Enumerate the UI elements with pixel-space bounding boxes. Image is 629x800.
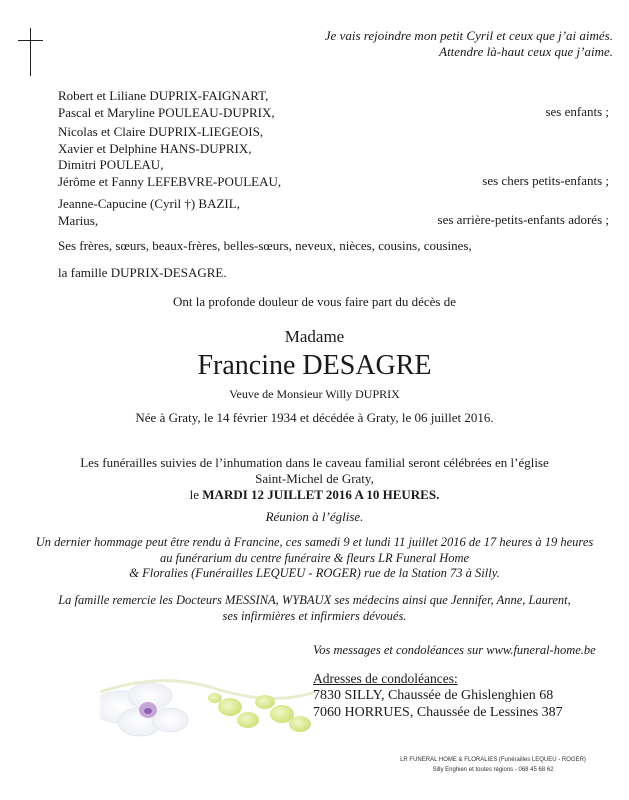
deceased-name xyxy=(0,350,629,382)
addresses xyxy=(313,670,563,721)
family-member: Xavier et Delphine HANS-DUPRIX, xyxy=(58,140,252,156)
funeral-line-1: Les funérailles suivies de l’inhumation dans le caveau familial seront célébrées en l’église xyxy=(80,455,549,470)
epigraph-line-1: Je vais rejoindre mon petit Cyril et ceux que j’ai aimés. xyxy=(324,28,613,43)
family-member: Robert et Liliane DUPRIX-FAIGNART, xyxy=(58,88,269,103)
footer xyxy=(398,757,588,773)
family-group-great-grandchildren xyxy=(58,196,240,229)
footer-line-2: Silly Enghien et toutes régions - 068 45 68 62 xyxy=(432,767,554,773)
family-member: Dimitri POULEAU, xyxy=(58,157,164,172)
addresses-header: Adresses de condoléances: xyxy=(313,671,458,686)
family-member: Pascal et Maryline POULEAU-DUPRIX, xyxy=(58,104,275,120)
funeral-date-prefix: le xyxy=(189,487,203,502)
family-line: la famille DUPRIX-DESAGRE. xyxy=(58,265,227,280)
thanks-line: La famille remercie les Docteurs MESSINA, WYBAUX ses médecins ainsi que Jennifer, Anne, Laurent, xyxy=(58,593,571,607)
orchid-illustration xyxy=(100,652,330,762)
deceased-first-name: Francine xyxy=(197,350,296,381)
deceased-last-name: DESAGRE xyxy=(302,350,432,381)
born-died: Née à Graty, le 14 février 1934 et décédée à Graty, le 06 juillet 2016. xyxy=(135,410,494,425)
family-group-grandchildren xyxy=(58,124,281,190)
funeral-date: MARDI 12 JUILLET 2016 A 10 HEURES. xyxy=(202,487,440,502)
footer-line-1: LR FUNERAL HOME & FLORALIES (Funérailles LEQUEU - ROGER) xyxy=(400,757,586,763)
other-relatives: Ses frères, sœurs, beaux-frères, belles-sœurs, neveux, nièces, cousins, cousines, xyxy=(58,238,472,253)
address-line: 7830 SILLY, Chaussée de Ghislenghien 68 xyxy=(313,688,554,703)
thanks xyxy=(0,592,629,624)
hommage-line: & Floralies (Funérailles LEQUEU - ROGER) rue de la Station 73 à Silly. xyxy=(129,566,500,580)
deceased-title: Madame xyxy=(284,327,345,346)
relation-children: ses enfants ; xyxy=(545,104,609,119)
relation-great-grandchildren: ses arrière-petits-enfants adorés ; xyxy=(437,212,609,227)
family-group-children xyxy=(58,88,275,121)
epigraph xyxy=(325,28,613,60)
family-member: Nicolas et Claire DUPRIX-LIEGEOIS, xyxy=(58,124,264,139)
funeral-info xyxy=(0,455,629,503)
funeral-date-line xyxy=(0,487,629,503)
widow-of: Veuve de Monsieur Willy DUPRIX xyxy=(229,387,400,401)
family-member: Marius, xyxy=(58,212,99,228)
funeral-line-2: Saint-Michel de Graty, xyxy=(255,471,374,486)
announcement: Ont la profonde douleur de vous faire part du décès de xyxy=(172,294,456,309)
relation-grandchildren: ses chers petits-enfants ; xyxy=(482,173,609,188)
messages-line: Vos messages et condoléances sur www.funeral-home.be xyxy=(313,643,596,657)
family-member: Jeanne-Capucine (Cyril †) BAZIL, xyxy=(58,196,240,211)
hommage-line: au funérarium du centre funéraire & fleurs LR Funeral Home xyxy=(159,550,470,565)
family-member: Jérôme et Fanny LEFEBVRE-POULEAU, xyxy=(58,173,282,189)
epigraph-line-2: Attendre là-haut ceux que j’aime. xyxy=(439,44,613,59)
hommage-line: Un dernier hommage peut être rendu à Francine, ces samedi 9 et lundi 11 juillet 2016 de 17 heures à 19 heures xyxy=(35,535,594,549)
thanks-line: ses infirmières et infirmiers dévoués. xyxy=(222,609,407,623)
address-line: 7060 HORRUES, Chaussée de Lessines 387 xyxy=(313,705,563,720)
hommage xyxy=(0,535,629,582)
meeting-place: Réunion à l’église. xyxy=(265,509,364,524)
